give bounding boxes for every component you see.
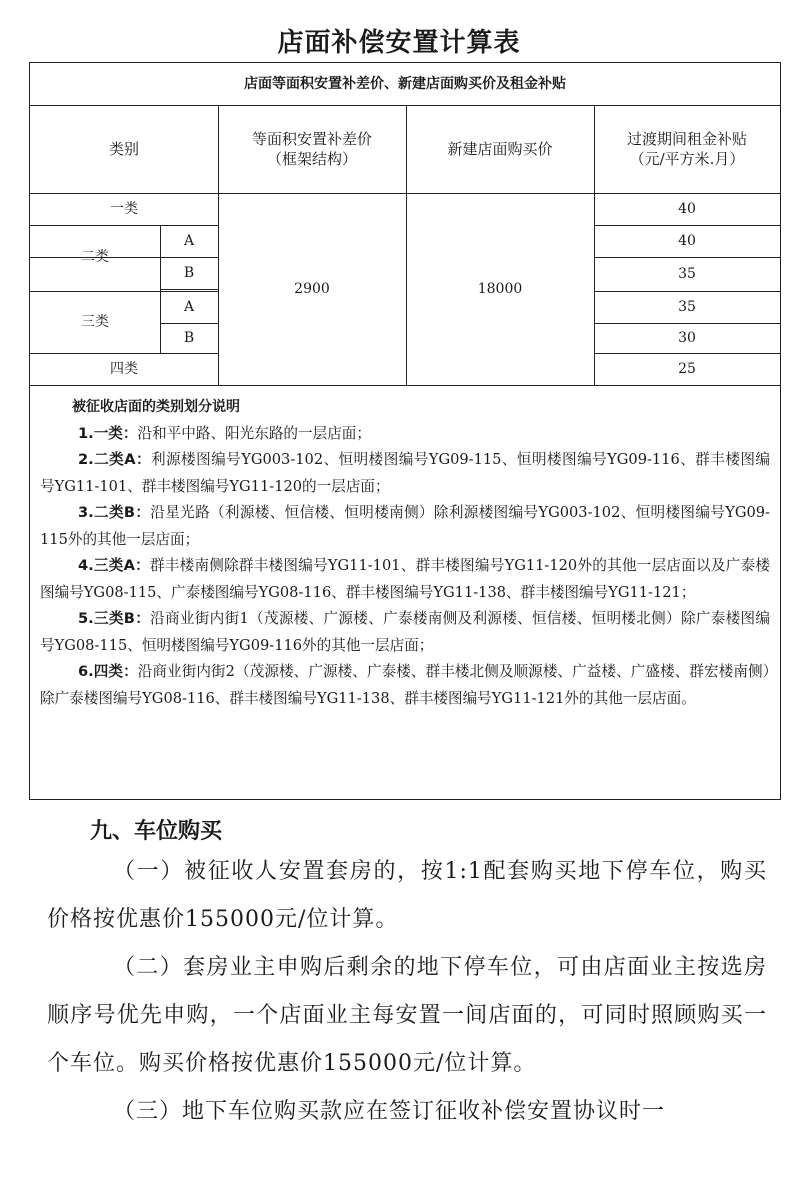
note-text: 利源楼图编号YG003-102、恒明楼图编号YG09-115、恒明楼图编号YG09-116、群丰楼图编号YG11-101、群丰楼图编号YG11-120的一层店面； [40,451,770,495]
rent-value: 25 [678,360,696,377]
page-title: 店面补偿安置计算表 [277,28,521,58]
notes-title: 被征收店面的类别划分说明 [72,399,240,415]
header-price-diff [218,105,406,193]
category-3b: B [183,329,195,346]
note-item [40,659,770,712]
note-label: 1.一类： [78,424,138,442]
note-label: 4.三类A： [78,557,150,574]
header-price-diff-line1: 等面积安置补差价 [251,129,372,148]
note-text: 沿和平中路、阳光东路的一层店面； [137,424,371,442]
category-notes [40,394,770,712]
note-text: 沿商业街内街1（茂源楼、广源楼、广泰楼南侧及利源楼、恒信楼、恒明楼北侧）除广泰楼图编号YG08-115、恒明楼图编号YG09-116外的其他一层店面； [40,610,770,654]
body-paragraph: （一）被征收人安置套房的，按1:1配套购买地下停车位，购买价格按优惠价155000元/位计算。 [47,859,767,932]
note-item [40,500,770,553]
note-label: 5.三类B： [78,610,151,627]
note-text: 沿商业街内街2（茂源楼、广源楼、广泰楼、群丰楼北侧及顺源楼、广益楼、广盛楼、群宏楼南侧）除广泰楼图编号YG08-116、群丰楼图编号YG11-138、群丰楼图编号YG11-121外的其他一层店面。 [40,663,770,707]
category-2: 二类 [81,248,109,265]
note-text: 沿星光路（利源楼、恒信楼、恒明楼南侧）除利源楼图编号YG003-102、恒明楼图编号YG09-115外的其他一层店面； [40,504,770,548]
header-rent [594,105,780,193]
note-item [40,447,770,500]
category-2b: B [183,264,195,281]
category-3a: A [183,298,195,315]
note-label: 3.二类B： [78,504,151,521]
header-category: 类别 [108,139,139,158]
compensation-table [29,62,781,800]
body-paragraph: （二）套房业主申购后剩余的地下停车位，可由店面业主按选房顺序号优先申购，一个店面业主每安置一间店面的，可同时照顾购买一个车位。购买价格按优惠价155000元/位计算。 [47,955,767,1076]
price-diff-value: 2900 [294,280,330,297]
note-label: 6.四类： [78,663,138,680]
note-label: 2.二类A： [78,451,151,468]
table-rule [30,385,780,386]
new-price-value: 18000 [477,280,523,297]
note-item [40,553,770,606]
rent-value: 40 [678,232,696,249]
category-4: 四类 [110,360,138,377]
category-2a: A [183,232,195,249]
note-text: 群丰楼南侧除群丰楼图编号YG11-101、群丰楼图编号YG11-120外的其他一层店面以及广泰楼图编号YG08-115、广泰楼图编号YG08-116、群丰楼图编号YG11-138、群丰楼图编号YG11-121； [40,557,770,601]
note-item [40,606,770,659]
category-1: 一类 [110,200,138,217]
section-heading: 九、车位购买 [90,819,223,844]
header-rent-line1: 过渡期间租金补贴 [626,129,747,148]
rent-value: 35 [678,298,696,315]
rent-value: 35 [678,265,696,282]
rent-value: 30 [678,329,696,346]
header-new-price: 新建店面购买价 [447,139,553,158]
body-paragraph: （三）地下车位购买款应在签订征收补偿安置协议时一 [113,1099,666,1124]
section-body [47,848,767,1136]
category-3: 三类 [81,313,109,330]
table-rule [160,289,218,290]
header-price-diff-line2: （框架结构） [266,150,357,168]
header-rent-line2: （元/平方米.月） [629,150,745,168]
rent-value: 40 [678,200,696,217]
table-caption: 店面等面积安置补差价、新建店面购买价及租金补贴 [244,75,566,92]
note-item [40,421,770,448]
